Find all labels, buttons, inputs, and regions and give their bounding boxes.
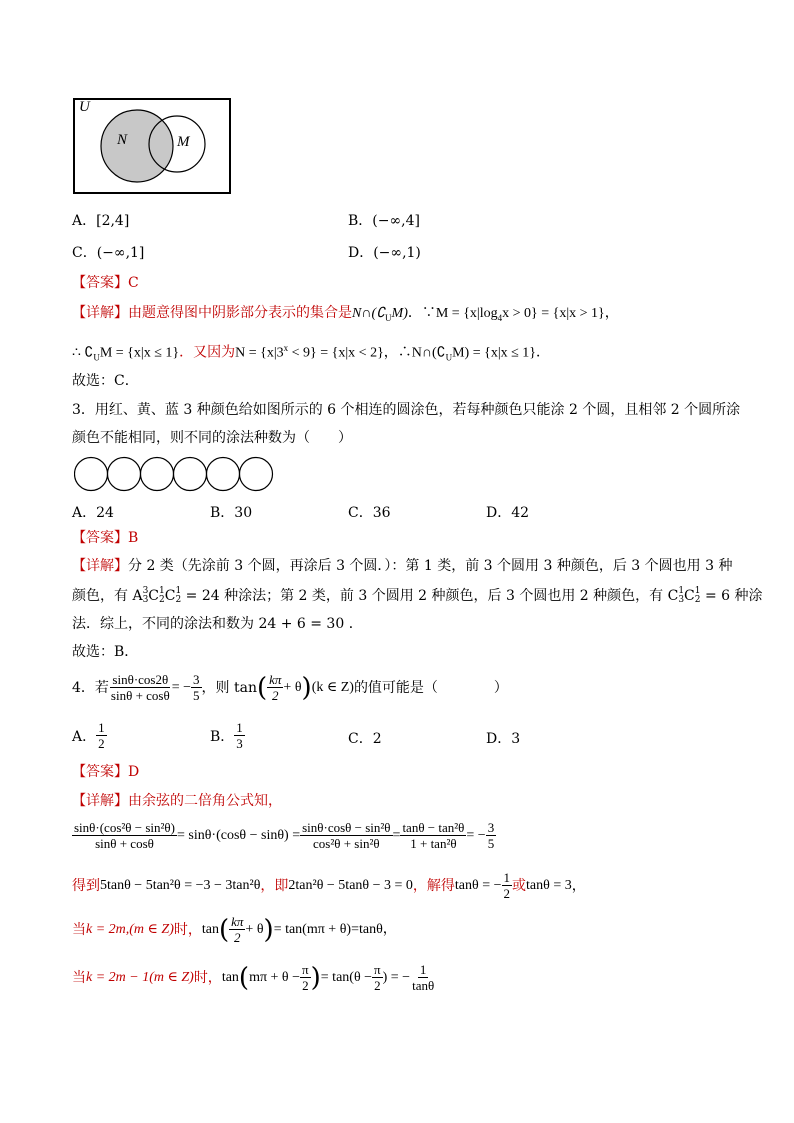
- q2-detail-line2: ∴ $∁_UM = \{x|x \le 1\}$．又因为$N = \{x|3^x < 9\} = \{x|x < 2\}$，$\therefore N\cap(∁_UM) = \{x|x \le 1\}$．: [72, 343, 551, 363]
- q4-answer: 【答案】D: [72, 764, 140, 780]
- q2-answer: [72, 273, 139, 293]
- circle-1: [75, 458, 108, 491]
- q3-answer: 【答案】B: [72, 530, 139, 546]
- q4-detail-intro: 【详解】由余弦的二倍角公式知，: [72, 793, 282, 809]
- q2-option-b: B．(−∞,4]: [348, 213, 420, 229]
- q3-option-d: D．42: [486, 505, 530, 521]
- q4-case2: 当 k = 2m − 1(m ∈ Z) 时， tan ( mπ + θ − $\frac{\pi}{2}$ ) = tan(θ − $\frac{\pi}{2}$ ) = − $\frac{1}{\tan\theta}$: [72, 962, 435, 993]
- q4-case1: 当 k = 2m,(m ∈ Z) 时， tan ( $\frac{k\pi}{2}$ + θ ) = tan(mπ + θ)=tanθ，: [72, 914, 397, 945]
- circle-5: [207, 458, 240, 491]
- q3-detail-line2: 颜色，有 A 3 3 C 1 2 C 1 2 = 24 种涂法；第 2 类，前 3 个圆用 2 种颜色，后 3 个圆也用 2 种颜色，有 C 1 3 C 1 2 = 6 种涂: [72, 586, 763, 605]
- q3-stem-line1: 3．用红、黄、蓝 3 种颜色给如图所示的 6 个相连的圆涂色，若每种颜色只能涂 2 个圆，且相邻 2 个圆所涂: [72, 402, 741, 418]
- universe-label: U: [79, 99, 90, 115]
- circle-6: [240, 458, 273, 491]
- q3-detail-line3: 法．综上，不同的涂法和数为 24 + 6 = 30 ．: [72, 616, 363, 632]
- q4-equation-line: $\frac{\text{sinθ·(cos²θ − sin²θ)}}{\sin\theta + \cos\theta}$ = sinθ·(cosθ − sinθ) = $\frac{\text{sinθ·cosθ − sin²θ}}{\text{cos²θ + sin²θ}}$ = $\frac{\text{tanθ − tan²θ}}{\text{1 + tan²θ}}$ = − $\frac{3}{5}$: [74, 820, 495, 851]
- q3-stem-line2: 颜色不能相同，则不同的涂法种数为（ ）: [72, 430, 352, 446]
- q4-option-a: A． $\frac{1}{2}$: [72, 720, 105, 751]
- answer-tag: 【答案】: [72, 275, 128, 291]
- circle-2: [108, 458, 141, 491]
- set-m-label: M: [177, 134, 190, 150]
- q2-detail-line1: 【详解】由题意得图中阴影部分表示的集合是$N\cap(∁_UM)$．∵M = $\{x|\log_4x > 0\} = \{x|x > 1\}$，: [72, 305, 619, 323]
- q3-circles: [74, 455, 278, 493]
- q3-option-a: A．24: [72, 505, 114, 521]
- q2-conclusion: 故选：C．: [72, 373, 139, 389]
- q4-option-d: D．3: [486, 731, 521, 747]
- q3-conclusion: 故选：B．: [72, 644, 139, 660]
- q3-option-c: C．36: [348, 505, 391, 521]
- q2-option-d: D．(−∞,1): [348, 245, 421, 261]
- detail-tag: 【详解】: [72, 305, 128, 321]
- q2-option-c: C．(−∞,1]: [72, 245, 145, 261]
- circle-3: [141, 458, 174, 491]
- venn-svg: [73, 98, 231, 194]
- q2-option-a: A．[2,4]: [72, 213, 130, 229]
- q4-option-c: C．2: [348, 731, 382, 747]
- answer-value: C: [128, 275, 139, 291]
- q4-solve-line: 得到 5tanθ − 5tan²θ = −3 − 3tan²θ ，即 2tan²θ − 5tanθ − 3 = 0 ，解得 tanθ = − $\frac{1}{2}$ 或 tanθ = 3 ，: [72, 870, 586, 901]
- q3-detail-line1: 【详解】分 2 类（先涂前 3 个圆，再涂后 3 个圆．）：第 1 类，前 3 个圆用 3 种颜色，后 3 个圆也用 3 种: [72, 558, 733, 574]
- q4-option-b: B． $\frac{1}{3}$: [210, 720, 243, 751]
- circle-4: [174, 458, 207, 491]
- q3-option-b: B．30: [210, 505, 253, 521]
- q4-stem: 4．若 $\frac{\sin\theta\cdot\cos 2\theta}{\sin\theta + \cos\theta}$ = − $\frac{3}{5}$ ，则 tan ( $\frac{k\pi}{2}$ + θ ) (k ∈ Z) 的值可能是（ ）: [72, 672, 508, 703]
- set-n-label: N: [117, 132, 128, 148]
